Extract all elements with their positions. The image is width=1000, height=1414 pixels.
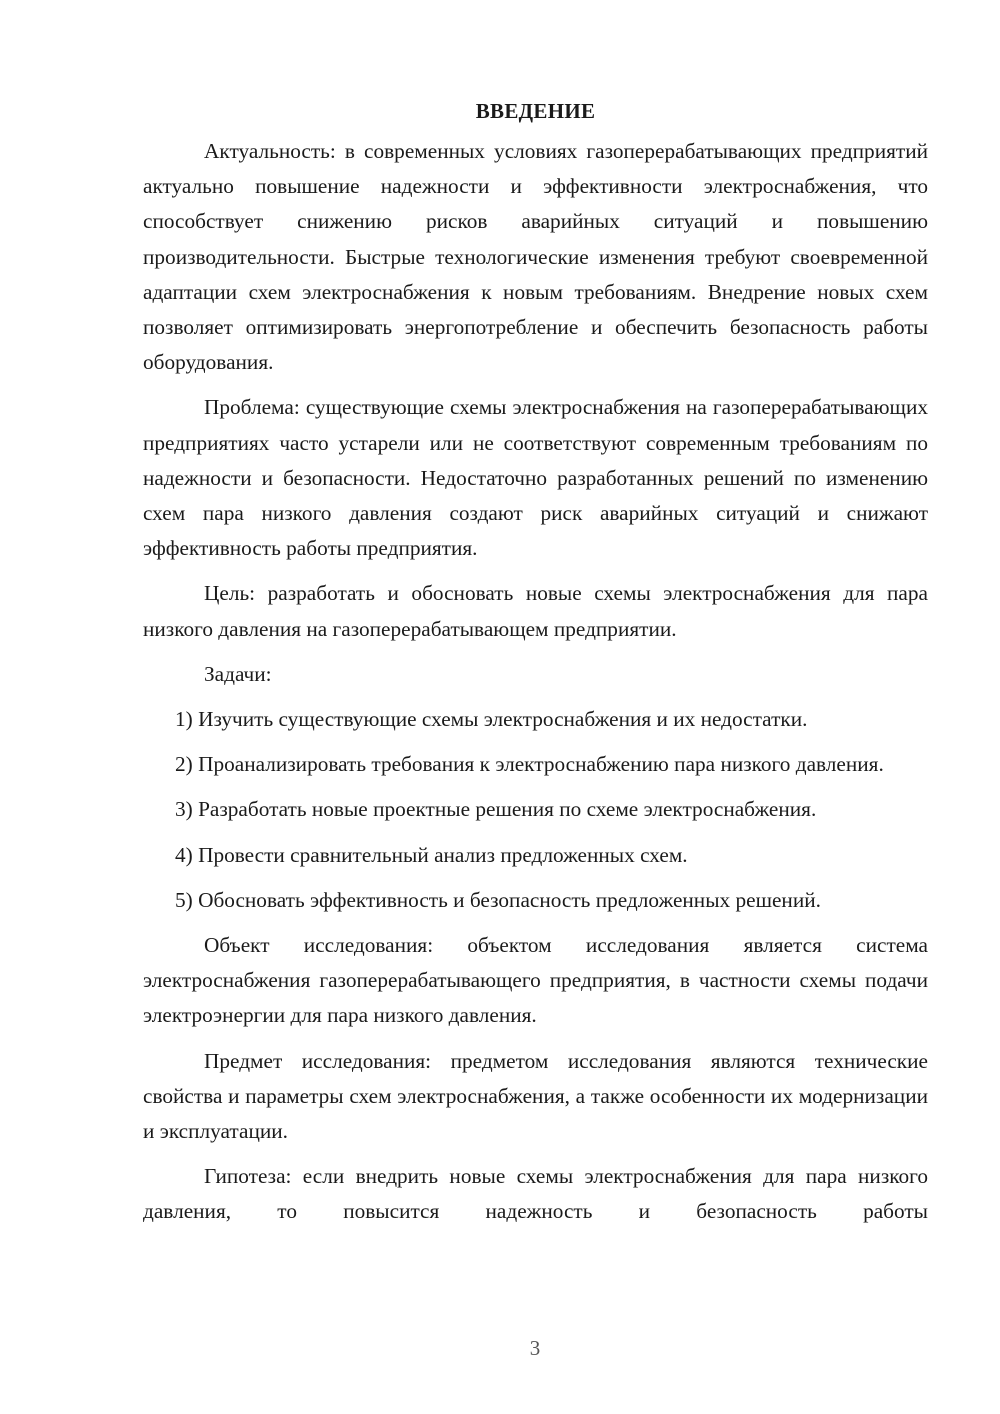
document-page xyxy=(143,94,928,1240)
paragraph-relevance: Актуальность: в современных условиях газоперерабатывающих предприятий актуально повышение надежности и эффективности электроснабжения, что способствует снижению рисков аварийных ситуаций и повышению производительности. Быстрые технологические изменения требуют своевременной адаптации схем электроснабжения к новым требованиям. Внедрение новых схем позволяет оптимизировать энергопотребление и обеспечить безопасность работы оборудования. xyxy=(143,139,928,375)
tasks-list xyxy=(143,702,928,918)
page-number: 3 xyxy=(529,1336,541,1360)
list-item: 1) Изучить существующие схемы электроснабжения и их недостатки. xyxy=(175,707,808,732)
list-item: 4) Провести сравнительный анализ предложенных схем. xyxy=(175,842,688,867)
paragraph-goal: Цель: разработать и обосновать новые схемы электроснабжения для пара низкого давления на газоперерабатывающем предприятии. xyxy=(143,581,928,641)
list-item: 2) Проанализировать требования к электроснабжению пара низкого давления. xyxy=(175,752,884,777)
section-title: ВВЕДЕНИЕ xyxy=(475,99,596,123)
list-item: 5) Обосновать эффективность и безопасность предложенных решений. xyxy=(175,887,821,912)
paragraph-tasks-heading: Задачи: xyxy=(204,661,272,686)
paragraph-problem: Проблема: существующие схемы электроснабжения на газоперерабатывающих предприятиях часто устарели или не соответствуют современным требованиям по надежности и безопасности. Недостаточно разработанных решений по изменению схем пара низкого давления создают риск аварийных ситуаций и снижают эффективность работы предприятия. xyxy=(143,395,928,561)
paragraph-subject: Предмет исследования: предметом исследования являются технические свойства и параметры схем электроснабжения, а также особенности их модернизации и эксплуатации. xyxy=(143,1048,928,1144)
paragraph-object: Объект исследования: объектом исследования является система электроснабжения газоперерабатывающего предприятия, в частности схемы подачи электроэнергии для пара низкого давления. xyxy=(143,933,928,1028)
list-item: 3) Разработать новые проектные решения по схеме электроснабжения. xyxy=(175,797,817,822)
paragraph-hypothesis: Гипотеза: если внедрить новые схемы электроснабжения для пара низкого давления, то повысится надежность и безопасность работы xyxy=(143,1164,928,1224)
